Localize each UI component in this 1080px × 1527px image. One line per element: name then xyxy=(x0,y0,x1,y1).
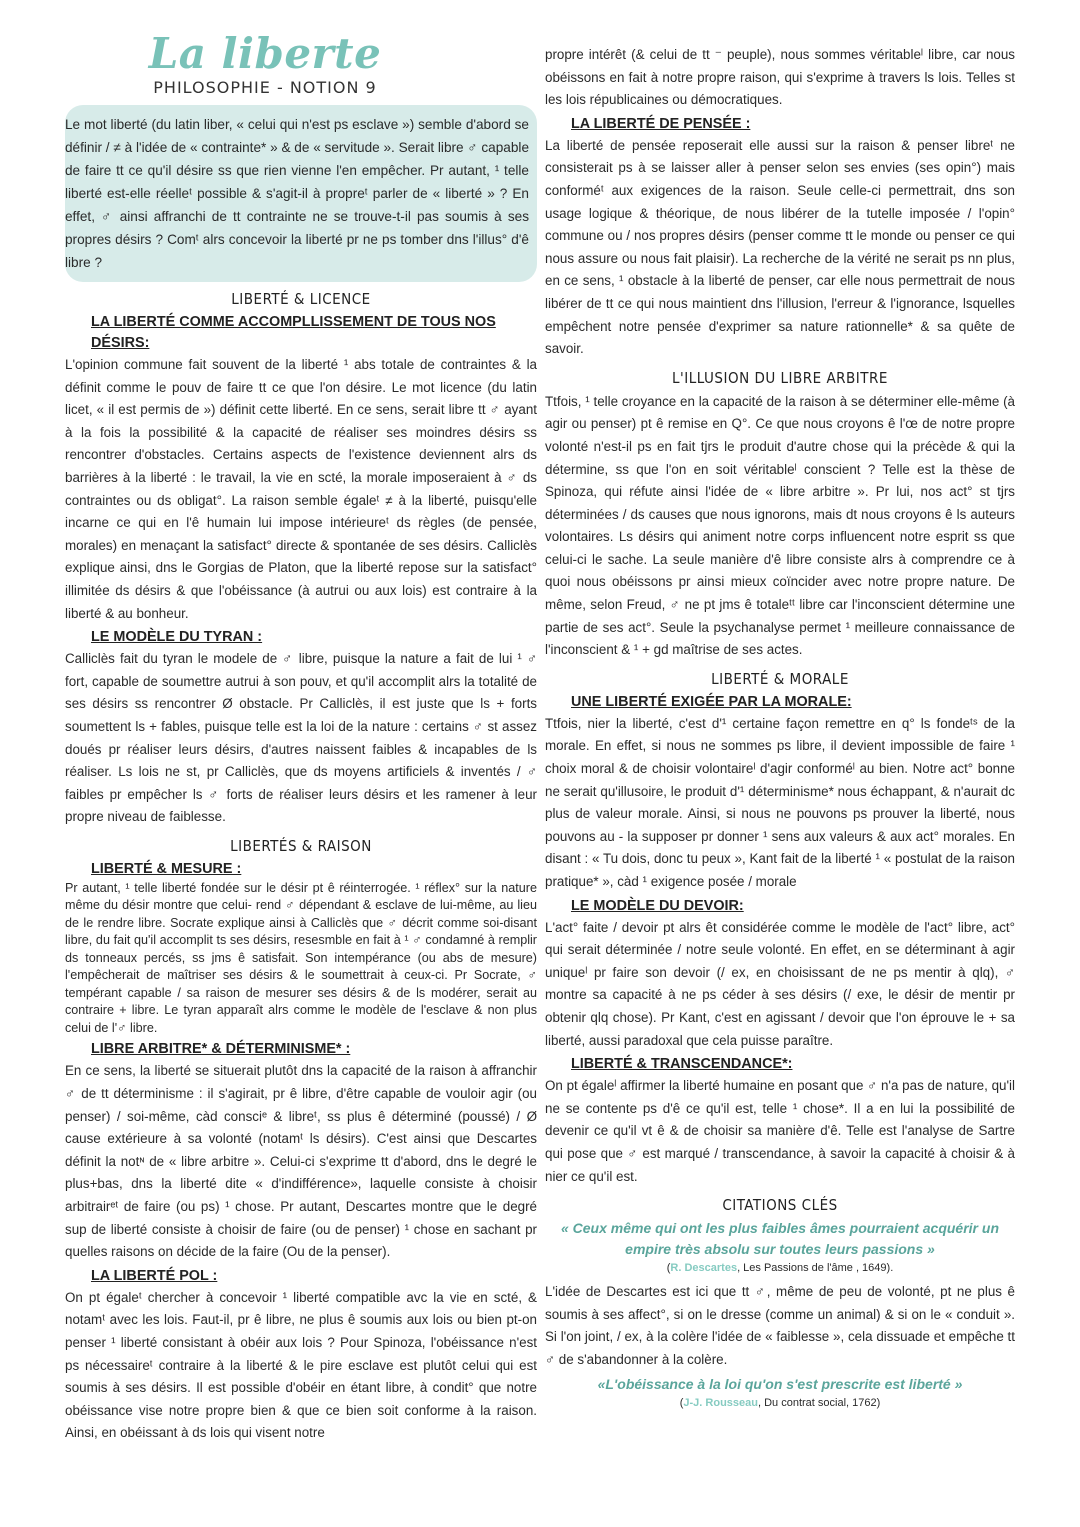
section-libertes-raison: LIBERTÉS & RAISON xyxy=(230,836,372,855)
paragraph-libre-arbitre: En ce sens, la liberté se situerait plutôt dns la capacité de la raison à affranchir ♂ de tt déterminisme : il s'agirait, pr ê libre, d'être capable de vouloir agir (ou penser) / soi-même, càd consciᵉ & libreᵗ, ss plus ê déterminé (poussé) / Ø cause extérieure à sa volonté (notamᵗ ls désirs). C'est ainsi que Descartes définit la notᶰ de « libre arbitre ». Celui-ci s'exprime tt d'abord, dns le degré le plus+bas, dns la liberté dite « d'indifférence», laquelle consiste à choisir arbitrairᵉᵗ de faire (ou ps) ¹ chose. Pr autant, Descartes montre que le degré sup de liberté consiste à choisir de faire (ou de penser) ¹ chose en sachant pr quelles raisons on décide de la faire (Ou de la penser). xyxy=(65,1063,537,1260)
paragraph-mesure: Pr autant, ¹ telle liberté fondée sur le désir pt ê réinterrogée. ¹ réflex° sur la nature même du désir montre que celui- rend ♂ dépendant & esclave de lui-même, au lieu de le rendre libre. Socrate explique ainsi à Calliclès que ♂ décrit comme soi-disant libre, du fait qu'il accomplit ts ses désirs, resesmble en fait à ¹ ♂ condamné à remplir ds tonneaux percés, ss jms ê satisfait. Son intempérance (ou abs de mesure) l'empêcherait de maîtriser ses désirs & le soumettrait à ceux-ci. Pr Socrate, ♂ tempérant capable / sa raison de mesurer ses désirs & de ls modérer, serait au contraire + libre. Le tyran apparaît alrs comme le modèle de l'esclave & non plus celui de l'♂ libre. xyxy=(65,880,537,1035)
section-liberte-morale: LIBERTÉ & MORALE xyxy=(711,669,849,688)
subheading-tyran: LE MODÈLE DU TYRAN : xyxy=(91,629,263,646)
page-subtitle: PHILOSOPHIE - NOTION 9 xyxy=(153,78,377,97)
citation-descartes: (R. Descartes, Les Passions de l'âme , 1649). xyxy=(666,1262,894,1275)
section-liberte-licence: LIBERTÉ & LICENCE xyxy=(231,290,371,308)
subheading-pensee: LA LIBERTÉ DE PENSÉE : xyxy=(571,115,751,132)
paragraph-liberte-pol: On pt égaleᵗ chercher à concevoir ¹ liberté compatible avc la vie en scté, & notamᵗ avec les lois. Faut-il, pr ê libre, ne plus ê soumis aux lois ou bien pt-on penser ¹ liberté consistant à obéir aux lois ? Pour Spinoza, l'obéissance n'est ps nécessaireᵗ contraire à la liberté & le pire esclave est plutôt celui qui est soumis à ses désirs. Il est possible d'obéir en étant libre, à condit° que notre obéissance vise notre propre bien & que ce bien soit conforme à la raison. Ainsi, en obéissant à ds lois qui visent notre xyxy=(65,1289,537,1441)
right-column xyxy=(545,44,1015,1416)
subheading-transcendance: LIBERTÉ & TRANSCENDANCE*: xyxy=(571,1056,793,1073)
subheading-morale: UNE LIBERTÉ EXIGÉE PAR LA MORALE: xyxy=(571,693,852,710)
title-block xyxy=(65,30,465,97)
cite-work-descartes: , Les Passions de l'âme , 1649). xyxy=(737,1262,894,1275)
paragraph-morale: Ttfois, nier la liberté, c'est d'¹ certaine façon remettre en q° ls fondeᵗˢ de la morale. En effet, si nous ne sommes ps libre, il devient impossible de faire ¹ choix moral & de choisir volontaireˡ d'agir conforméˡ au bien. Notre act° bonne ne serait qu'illusoire, le produit d'¹ déterminisme* nous échappant, & n'aurait dc plus de valeur morale. Ainsi, si nous ne pouvons ps prouver la liberté, nous pouvons au - la supposer pr donner ¹ sens aux valeurs & aux act° morales. En disant : « Tu dois, donc tu peux », Kant fait de la liberté ¹ « postulat de la raison pratique* », càd ¹ exigence posée / morale xyxy=(545,715,1015,889)
intro-box xyxy=(65,105,537,282)
paragraph-tyran: Calliclès fait du tyran le modele de ♂ libre, puisque la nature a fait de lui ¹ ♂ fort, capable de soumettre autrui à son pouv, et qu'il accomplit alrs la totalité de ses désirs ss rencontrer Ø obstacle. Pr Calliclès, il est juste que ls + forts soumettent ls + fables, puisque telle est la loi de la nature : certains ♂ st assez doués pr réaliser leurs désirs, d'autres naissent faibles & incapables de ls réaliser. Ls lois ne st, pr Calliclès, que ds moyens artificiels & inventés / ♂ faibles pr empêcher ls ♂ forts de réaliser leurs désirs et les ramener à leur propre niveau de faiblesse. xyxy=(65,651,537,825)
quote-descartes: « Ceux même qui ont les plus faibles âmes pourraient acquérir un empire très absolu sur toutes leurs passions » xyxy=(560,1220,999,1258)
section-citations: CITATIONS CLÉS xyxy=(722,1196,838,1215)
paragraph-citation-descartes: L'idée de Descartes est ici que tt ♂, même de peu de volonté, pt ne plus ê soumis à ses affect°, si on le dresse (comme un animal) & si on le « conduit ». Si l'on joint, / ex, à la colère l'idée de « faiblesse », cela dissuade et empêche tt ♂ de s'abandonner à la colère. xyxy=(545,1284,1015,1367)
subheading-devoir: LE MODÈLE DU DEVOIR: xyxy=(571,897,744,914)
paragraph-transcendance: On pt égaleˡ affirmer la liberté humaine en posant que ♂ n'a pas de nature, qu'il ne se contente ps d'ê ce qu'il est, telle ¹ chose*. Il a en lui la possibilité de devenir ce qu'il vt ê & de choisir sa manière d'ê. Telle est l'analyse de Sartre qui pose que ♂ est marqué / transcendance, à savoir la capacité à choisir & à nier ce qu'il est. xyxy=(545,1078,1015,1184)
paragraph-pensee: La liberté de pensée reposerait elle aussi sur la raison & penser libreᵗ ne consisterait ps à se laisser aller à penser selon ses envies (ses opin°) mais conforméᵗ aux exigences de la raison. Seule celle-ci permettrait, dns son usage logique & théorique, de nous libérer de la tutelle imposée / l'opin° commune ou / nos propres désirs (penser comme tt le monde ou penser ce qui nous assure ou nous fait plaisir). La recherche de la vérité ne serait ps nn plus, en ce sens, ¹ obstacle à la liberté de penser, car elle nous permettrait de nous libérer de tt ce qui nous maintient dns l'illusion, l'erreur & l'ignorance, lsquelles empêchent notre pensée d'exprimer sa nature rationnelle* & sa quête de savoir. xyxy=(545,137,1015,357)
subheading-liberte-pol: LA LIBERTÉ POL : xyxy=(91,1267,218,1284)
subheading-accomplissement: LA LIBERTÉ COMME ACCOMPLLISSEMENT DE TOUS NOS DÉSIRS: xyxy=(91,314,496,351)
paragraph-continuation: propre intérêt (& celui de tt ⁻ peuple), nous sommes véritableˡ libre, car nous obéissons en fait à notre propre raison, qui s'exprime à travers ls lois. Telles st les lois républicaines ou démocratiques. xyxy=(545,47,1015,108)
intro-text: Le mot liberté (du latin liber, « celui qui n'est ps esclave ») semble d'abord se définir / ≠ à l'idée de « contrainte* » & de « servitude ». Serait libre ♂ capable de faire tt ce qu'il désire ss que rien vienne l'en empêcher. Pr autant, ¹ telle liberté est-elle réelleᵗ possible & s'agit-il à propreᵗ parler de « liberté » ? En effet, ♂ ainsi affranchi de tt contrainte ne se trouve-t-il pas soumis à ses propres désirs ? Comᵗ alrs concevoir la liberté pr ne ps tomber dns l'illus° d'ê libre ? xyxy=(65,117,529,270)
section-illusion: L'ILLUSION DU LIBRE ARBITRE xyxy=(672,368,888,387)
paragraph-licence: L'opinion commune fait souvent de la liberté ¹ abs totale de contraintes & la définit comme le pouv de faire tt ce que l'on désire. Le mot licence (du latin licet, « il est permis de ») définit cette liberté. En ce sens, serait libre tt ♂ ayant à la fois la possibilité & la capacité de réaliser ses moindres désirs ss rencontrer d'obstacles. Certains aspects de l'existence deviennent alrs ds barrières à la liberté : le travail, la vie en scté, la morale imposeraient à ♂ ds contraintes ou ds obligat°. La raison semble égaleᵗ ≠ à la liberté, puisqu'elle incarne ce qui en l'ê humain lui impose intérieureᵗ ds règles (de pensée, morales) en menaçant la satisfact° directe & spontanée de ses désirs. Calliclès explique ainsi, dns le Gorgias de Platon, que la liberté repose sur la satisfact° illimitée ds désirs & que l'obéissance (à autrui ou aux lois) est contraire à la liberté & au bonheur. xyxy=(65,357,537,621)
left-column xyxy=(65,30,537,1445)
paragraph-illusion: Ttfois, ¹ telle croyance en la capacité de la raison à se déterminer elle-même (à agir ou penser) pt ê remise en Q°. Ce que nous croyons ê l'œ de notre propre volonté n'est-il ps en fait tjrs le produit d'autre chose qui la précède & qui la détermine, ss que l'on en soit véritableˡ conscient ? Telle est la thèse de Spinoza, qui réfute ainsi l'idée de « libre arbitre ». Pr lui, nos act° st tjrs déterminées / ds causes que nous ignorons, mais dt nous croyons ê ls auteurs volontaires. Ls désirs qui animent notre corps influencent notre esprit ss que celui-ci le sache. La seule manière d'ê libre consiste alrs à comprendre ce à quoi nous obéissons pr ainsi mieux coïncider avec notre propre nature. De même, selon Freud, ♂ ne pt jms ê totaleᵗᵗ libre car l'inconscient détermine une partie de ses act°. Seule la psychanalyse permet ¹ meilleure connaissance de l'inconscient & ¹ + gd maîtrise de ses actes. xyxy=(545,393,1015,658)
subheading-libre-arbitre: LIBRE ARBITRE* & DÉTERMINISME* : xyxy=(91,1041,351,1058)
page-title: La liberte xyxy=(148,29,382,78)
citation-rousseau: (J-J. Rousseau, Du contrat social, 1762) xyxy=(679,1396,881,1409)
cite-author-rousseau: J-J. Rousseau xyxy=(683,1396,758,1409)
paragraph-devoir: L'act° faite / devoir pt alrs êt considérée comme le modèle de l'act° libre, act° qui serait déterminée / notre seule volonté. En effet, en se déterminant à agir uniqueˡ pr faire son devoir (/ ex, en choisissant de ne ps mentir à qlq), ♂ montre sa capacité à ne ps céder à ses désirs (/ exe, le désir de mentir pr obtenir qlq chose). Pr Kant, c'est en agissant / devoir que l'on éprouve le + sa liberté, aussi paradoxal que cela puisse paraître. xyxy=(545,919,1015,1048)
quote-rousseau: «L'obéissance à la loi qu'on s'est prescrite est liberté » xyxy=(597,1375,963,1392)
subheading-mesure: LIBERTÉ & MESURE : xyxy=(91,860,242,877)
cite-work-rousseau: , Du contrat social, 1762) xyxy=(757,1396,881,1409)
cite-author-descartes: R. Descartes xyxy=(670,1262,738,1275)
